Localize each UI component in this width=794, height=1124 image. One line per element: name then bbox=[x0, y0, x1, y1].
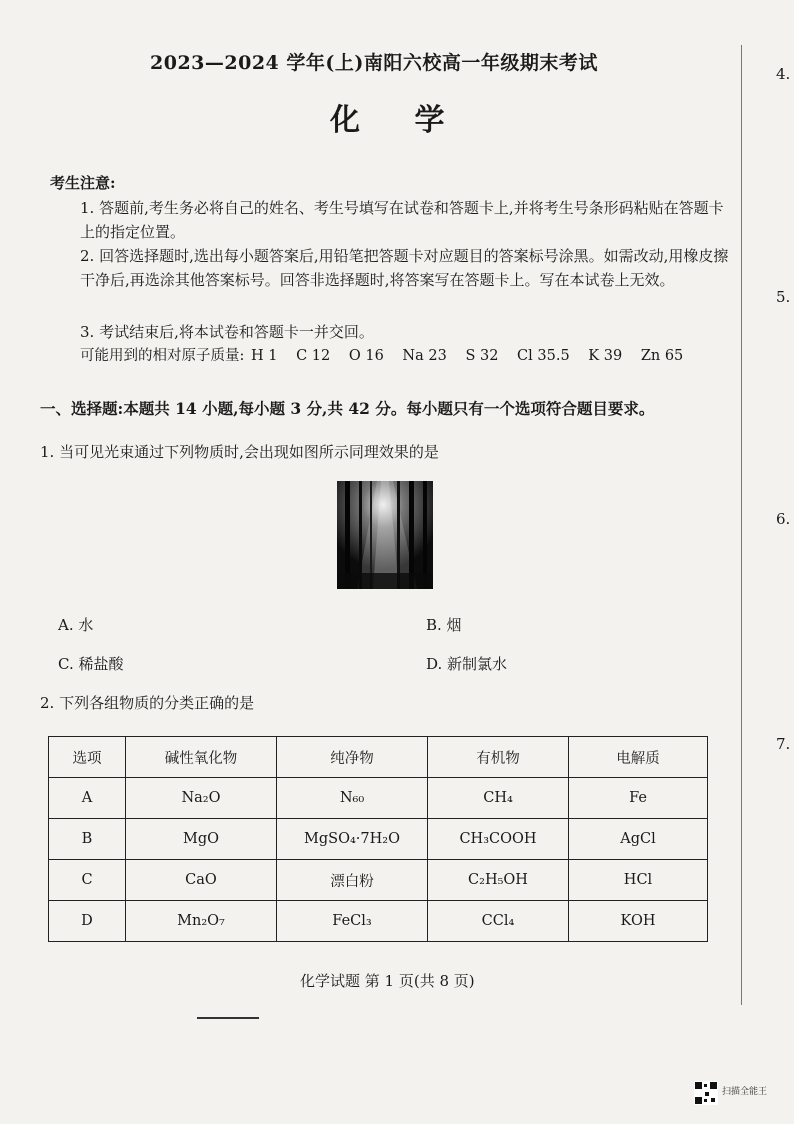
right-column-question-number: 7. bbox=[776, 735, 791, 753]
table-cell: B bbox=[49, 819, 126, 860]
q1-option-a: A. 水 bbox=[58, 616, 94, 634]
table-cell: 漂白粉 bbox=[277, 860, 428, 901]
table-row bbox=[49, 819, 708, 860]
table-header: 纯净物 bbox=[277, 737, 428, 778]
table-cell: KOH bbox=[569, 901, 708, 942]
atomic-mass-k: K 39 bbox=[588, 348, 623, 364]
table-cell: Mn₂O₇ bbox=[126, 901, 277, 942]
notice-item-2: 2. 回答选择题时,选出每小题答案后,用铅笔把答题卡对应题目的答案标号涂黑。如需改动,用橡皮擦干净后,再选涂其他答案标号。回答非选择题时,将答案写在答题卡上。写在本试卷上无效。 bbox=[80, 247, 729, 289]
table-cell: CH₃COOH bbox=[428, 819, 569, 860]
notice-heading: 考生注意: bbox=[50, 174, 116, 192]
question-1-stem: 1. 当可见光束通过下列物质时,会出现如图所示同理效果的是 bbox=[40, 443, 439, 461]
right-column-question-number: 4. bbox=[776, 65, 791, 83]
right-column-question-number: 6. bbox=[776, 510, 791, 528]
forest-light-beam-photo-icon bbox=[337, 481, 433, 589]
subject-title: 化 学 bbox=[330, 103, 467, 138]
q1-option-b: B. 烟 bbox=[426, 616, 462, 634]
atomic-mass-h: H 1 bbox=[251, 348, 278, 364]
table-cell: MgO bbox=[126, 819, 277, 860]
right-column-question-number: 5. bbox=[776, 288, 791, 306]
atomic-mass-s: S 32 bbox=[465, 348, 499, 364]
q1-option-d: D. 新制氯水 bbox=[426, 655, 508, 673]
notice-item-1: 1. 答题前,考生务必将自己的姓名、考生号填写在试卷和答题卡上,并将考生号条形码粘贴在答题卡上的指定位置。 bbox=[80, 199, 724, 241]
table-header: 电解质 bbox=[569, 737, 708, 778]
atomic-mass-zn: Zn 65 bbox=[640, 348, 684, 364]
table-header-row bbox=[49, 737, 708, 778]
atomic-mass-na: Na 23 bbox=[402, 348, 447, 364]
atomic-mass-label: 可能用到的相对原子质量: bbox=[80, 348, 245, 364]
table-row bbox=[49, 860, 708, 901]
section-heading: 一、选择题:本题共 14 小题,每小题 3 分,共 42 分。每小题只有一个选项符合题目要求。 bbox=[40, 399, 655, 418]
page-footer: 化学试题 第 1 页(共 8 页) bbox=[300, 972, 475, 990]
table-cell: C bbox=[49, 860, 126, 901]
atomic-mass-line bbox=[80, 344, 697, 365]
notice-item-3: 3. 考试结束后,将本试卷和答题卡一并交回。 bbox=[80, 323, 374, 341]
footer-rule bbox=[197, 1017, 259, 1019]
scanner-watermark: 扫描全能王 bbox=[722, 1087, 768, 1097]
q1-option-c: C. 稀盐酸 bbox=[58, 655, 124, 673]
column-divider bbox=[741, 45, 742, 1005]
table-cell: HCl bbox=[569, 860, 708, 901]
exam-title: 2023—2024 学年(上)南阳六校高一年级期末考试 bbox=[150, 52, 598, 74]
table-header: 碱性氧化物 bbox=[126, 737, 277, 778]
table-row bbox=[49, 901, 708, 942]
atomic-mass-cl: Cl 35.5 bbox=[517, 348, 570, 364]
table-cell: C₂H₅OH bbox=[428, 860, 569, 901]
table-cell: D bbox=[49, 901, 126, 942]
atomic-mass-o: O 16 bbox=[348, 348, 384, 364]
table-cell: N₆₀ bbox=[277, 778, 428, 819]
atomic-mass-c: C 12 bbox=[296, 348, 331, 364]
table-cell: AgCl bbox=[569, 819, 708, 860]
qr-code-icon bbox=[694, 1081, 718, 1105]
table-cell: CCl₄ bbox=[428, 901, 569, 942]
table-header: 有机物 bbox=[428, 737, 569, 778]
question-2-stem: 2. 下列各组物质的分类正确的是 bbox=[40, 694, 255, 712]
table-cell: CaO bbox=[126, 860, 277, 901]
table-cell: A bbox=[49, 778, 126, 819]
table-row bbox=[49, 778, 708, 819]
table-cell: MgSO₄·7H₂O bbox=[277, 819, 428, 860]
table-cell: Na₂O bbox=[126, 778, 277, 819]
table-cell: CH₄ bbox=[428, 778, 569, 819]
table-cell: FeCl₃ bbox=[277, 901, 428, 942]
table-header: 选项 bbox=[49, 737, 126, 778]
classification-table bbox=[48, 736, 708, 942]
table-cell: Fe bbox=[569, 778, 708, 819]
